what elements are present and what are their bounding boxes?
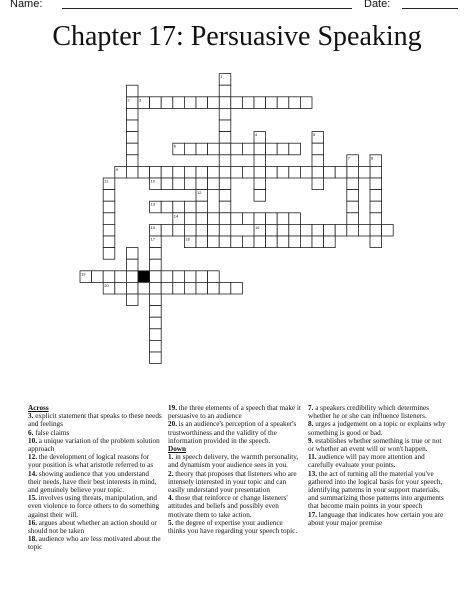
grid-cell[interactable] [370,190,382,202]
grid-cell[interactable] [161,224,173,236]
clue-item [168,453,302,469]
grid-cell[interactable] [115,271,127,283]
grid-cell[interactable] [208,213,220,225]
grid-cell[interactable] [219,201,231,213]
grid-cell[interactable] [289,143,301,155]
grid-cell[interactable] [242,166,254,178]
cell-number: 3 [139,97,142,103]
grid-cell[interactable] [173,201,185,213]
grid-cell[interactable] [277,213,289,225]
grid-cell[interactable] [219,224,231,236]
clue-text: those that reinforce or change listeners' attitudes and beliefs and possibly even motivate them to take action. [168,494,288,519]
grid-cell[interactable] [347,201,359,213]
grid-cell[interactable] [300,224,312,236]
grid-cell[interactable] [184,201,196,213]
grid-cell[interactable] [173,282,185,294]
grid-cell[interactable] [312,224,324,236]
grid-cell[interactable] [277,97,289,109]
grid-cell[interactable] [173,166,185,178]
clue-text: in speech delivery, the warmth personality, and dynamism your audience sees in you. [168,453,299,470]
grid-cell[interactable] [126,143,138,155]
grid-cell[interactable] [161,282,173,294]
clue-item [308,420,448,436]
cell-number: 13 [150,201,156,207]
grid-cell[interactable] [219,132,231,144]
cell-number: 4 [255,132,258,138]
grid-cell[interactable] [370,178,382,190]
clue-number: 15. [28,494,37,503]
grid-cell[interactable] [126,155,138,167]
clue-number: 6. [28,428,34,437]
clue-item [308,404,448,420]
grid-cell[interactable] [196,224,208,236]
grid-cell[interactable] [126,282,138,294]
grid-cell[interactable] [161,201,173,213]
grid-cell[interactable] [103,248,115,260]
grid-cell[interactable] [126,248,138,260]
grid-cell[interactable] [347,213,359,225]
grid-cell[interactable] [277,143,289,155]
clue-text: urges a judgement on a topic or explains why something is good or bad. [308,420,446,437]
grid-cell[interactable] [103,236,115,248]
clue-text: language that indicates how certain you are about your major premise [308,510,444,527]
cell-number: 20 [104,282,109,288]
grid-cell[interactable] [219,155,231,167]
grid-cell[interactable] [196,271,208,283]
grid-cell[interactable] [184,282,196,294]
grid-cell[interactable] [126,108,138,120]
clue-text: a unique variation of the problem solution approach [28,436,160,454]
grid-cell[interactable] [219,178,231,190]
cell-number: 12 [197,190,202,196]
cell-number: 5 [313,132,316,138]
grid-cell[interactable] [370,213,382,225]
cell-number: 16 [255,224,260,230]
grid-cell[interactable] [115,282,127,294]
grid-cell[interactable] [324,236,336,248]
clue-text: audience who are less motivated about the topic [28,535,161,552]
clue-number: 16. [28,518,37,527]
cell-number: 2 [127,97,130,103]
name-label: Name: [10,0,43,10]
grid-cell[interactable] [266,224,278,236]
grid-cell[interactable] [161,166,173,178]
grid-cell[interactable] [138,282,150,294]
cell-number: 17 [150,236,156,242]
grid-cell[interactable] [266,143,278,155]
grid-cell[interactable] [126,85,138,97]
grid-cell[interactable] [103,190,115,202]
grid-cell[interactable] [335,224,347,236]
grid-cell[interactable] [254,97,266,109]
grid-cell[interactable] [196,201,208,213]
grid-cell[interactable] [219,190,231,202]
grid-cell[interactable] [150,352,162,364]
grid-cell[interactable] [266,166,278,178]
grid-cell[interactable] [196,166,208,178]
clue-text: the act of turning all the material you've gathered into the logical basis for your speech, identifying patterns in your support materials, and summarizing those patterns into arguments that become main points in your speech [308,469,444,511]
clue-text: the three elements of a speech that make it persuasive to an audience [168,404,301,421]
grid-cell[interactable] [208,271,220,283]
clue-number: 19. [168,404,177,412]
grid-cell[interactable] [312,178,324,190]
grid-cell[interactable] [184,97,196,109]
grid-cell[interactable] [219,236,231,248]
grid-cell[interactable] [150,317,162,329]
grid-cell[interactable] [254,143,266,155]
cell-number: 15 [150,224,156,230]
grid-cell[interactable] [208,178,220,190]
clue-text: false claims [33,428,70,437]
clue-item [28,535,162,551]
cell-number: 1 [220,74,223,80]
cell-number: 11 [104,178,109,184]
grid-cell[interactable] [242,213,254,225]
grid-cell[interactable] [347,224,359,236]
grid-cell[interactable] [382,224,394,236]
grid-cell[interactable] [254,213,266,225]
grid-cell[interactable] [173,178,185,190]
grid-cell[interactable] [324,166,336,178]
grid-cell[interactable] [184,224,196,236]
grid-cell[interactable] [231,282,243,294]
clue-text: showing audience that you understand their needs, have their best interests in mind, and genuinely believe your topic. [28,469,157,495]
grid-cell[interactable] [231,166,243,178]
grid-cell[interactable] [324,224,336,236]
cell-number: 14 [173,213,179,219]
clue-number: 4. [168,494,174,503]
grid-cell[interactable] [219,85,231,97]
clues-column-3 [308,404,448,527]
grid-cell[interactable] [219,97,231,109]
clue-text: a speakers credibility which determines whether he or she can influence listeners. [308,404,429,421]
grid-cell[interactable] [126,166,138,178]
cell-number: 8 [371,155,374,161]
grid-cell[interactable] [312,155,324,167]
grid-cell[interactable] [184,213,196,225]
grid-cell[interactable] [103,201,115,213]
grid-cell[interactable] [150,306,162,318]
clue-number: 20. [168,420,177,429]
grid-cell[interactable] [150,166,162,178]
grid-cell[interactable] [208,166,220,178]
grid-cell[interactable] [150,340,162,352]
grid-cell[interactable] [289,166,301,178]
grid-cell[interactable] [150,97,162,109]
blocked-cell [138,271,150,283]
grid-cell[interactable] [300,97,312,109]
clue-item [28,494,162,519]
grid-cell[interactable] [370,224,382,236]
clue-text: the degree of expertise your audience thinks you have regarding your speech topic. [168,518,298,536]
clue-number: 12. [28,453,37,462]
grid-cell[interactable] [92,271,104,283]
grid-cell[interactable] [219,108,231,120]
cell-number: 7 [347,155,351,161]
clue-text: explicit statement that speaks to these needs and feelings [28,412,162,429]
grid-cell[interactable] [150,248,162,260]
grid-cell[interactable] [184,166,196,178]
grid-cell[interactable] [312,236,324,248]
grid-cell[interactable] [196,213,208,225]
grid-cell[interactable] [231,236,243,248]
grid-cell[interactable] [219,143,231,155]
cell-number: 10 [150,178,156,184]
clue-item [308,511,448,527]
clue-item [308,437,448,453]
cell-number: 9 [115,166,119,172]
grid-cell[interactable] [289,236,301,248]
grid-cell[interactable] [266,236,278,248]
clue-number: 8. [308,420,314,429]
clue-text: the development of logical reasons for your position is what aristotle referred to as [28,453,154,470]
grid-cell[interactable] [208,97,220,109]
grid-cell[interactable] [150,282,162,294]
clue-number: 18. [28,535,37,544]
grid-cell[interactable] [254,178,266,190]
clue-text: involves using threats, manipulation, and even violence to force others to do something against their will. [28,494,160,519]
grid-cell[interactable] [312,143,324,155]
grid-cell[interactable] [103,224,115,236]
clue-item [308,453,448,469]
clues-column-1 [28,404,162,552]
clue-number: 5. [168,518,174,527]
grid-cell[interactable] [184,143,196,155]
clue-item [308,470,448,511]
clue-item [168,404,302,420]
grid-cell[interactable] [126,120,138,132]
grid-cell[interactable] [126,259,138,271]
grid-cell[interactable] [173,224,185,236]
clue-item [168,519,302,535]
grid-cell[interactable] [196,178,208,190]
grid-cell[interactable] [196,143,208,155]
grid-cell[interactable] [277,224,289,236]
grid-cell[interactable] [138,166,150,178]
grid-cell[interactable] [358,224,370,236]
grid-cell[interactable] [196,97,208,109]
clue-number: 2. [168,469,174,478]
clue-number: 1. [168,453,174,462]
grid-cell[interactable] [173,97,185,109]
grid-cell[interactable] [277,166,289,178]
grid-cell[interactable] [219,120,231,132]
across-heading: Across [28,404,49,412]
date-label: Date: [364,0,391,10]
grid-cell[interactable] [254,236,266,248]
grid-cell[interactable] [231,97,243,109]
grid-cell[interactable] [277,236,289,248]
grid-cell[interactable] [173,271,185,283]
clue-item [28,429,162,437]
grid-cell[interactable] [184,178,196,190]
clue-number: 11. [308,453,317,462]
grid-cell[interactable] [289,224,301,236]
clue-number: 14. [28,469,37,478]
clue-item [28,412,162,428]
clue-item [168,494,302,519]
clue-text: audience will pay more attention and carefully evaluate your points. [308,453,425,470]
grid-cell[interactable] [126,132,138,144]
grid-cell[interactable] [208,224,220,236]
grid-cell[interactable] [219,282,231,294]
grid-cell[interactable] [126,294,138,306]
grid-cell[interactable] [242,97,254,109]
cell-number: 6 [173,143,177,149]
page-title: Chapter 17: Persuasive Speaking [52,21,422,52]
grid-cell[interactable] [196,236,208,248]
grid-cell[interactable] [231,143,243,155]
cell-number: 19 [81,271,86,277]
clue-number: 3. [28,412,34,421]
grid-cell[interactable] [208,282,220,294]
grid-cell[interactable] [219,213,231,225]
grid-cell[interactable] [150,259,162,271]
grid-cell[interactable] [231,213,243,225]
grid-cell[interactable] [289,213,301,225]
grid-cell[interactable] [254,166,266,178]
grid-cell[interactable] [312,166,324,178]
grid-cell[interactable] [208,236,220,248]
grid-cell[interactable] [242,236,254,248]
grid-cell[interactable] [254,155,266,167]
grid-cell[interactable] [370,201,382,213]
grid-cell[interactable] [126,271,138,283]
grid-cell[interactable] [289,97,301,109]
grid-cell[interactable] [266,97,278,109]
grid-cell[interactable] [161,178,173,190]
grid-cell[interactable] [300,166,312,178]
grid-cell[interactable] [347,178,359,190]
clue-item [28,519,162,535]
grid-cell[interactable] [208,143,220,155]
grid-cell[interactable] [161,97,173,109]
grid-cell[interactable] [335,166,347,178]
grid-cell[interactable] [266,213,278,225]
grid-cell[interactable] [370,166,382,178]
clue-text: is an audience's perception of a speaker's trustworthiness and the validity of the information provided in the speech. [168,420,297,445]
clue-text: theory that proposes that listeners who are intensely interested in your topic and can easily understand your presentation [168,469,297,495]
clue-item [168,470,302,495]
clue-number: 9. [308,436,314,445]
clue-item [28,437,162,453]
grid-cell[interactable] [219,166,231,178]
grid-cell[interactable] [150,271,162,283]
grid-cell[interactable] [161,271,173,283]
clue-number: 7. [308,404,314,412]
clue-item [28,470,162,495]
grid-cell[interactable] [370,236,382,248]
grid-cell[interactable] [347,190,359,202]
grid-cell[interactable] [184,271,196,283]
grid-cell[interactable] [150,329,162,341]
clue-item [168,420,302,445]
grid-cell[interactable] [347,166,359,178]
grid-cell[interactable] [150,294,162,306]
grid-cell[interactable] [103,271,115,283]
grid-cell[interactable] [196,282,208,294]
clue-number: 13. [308,469,317,478]
grid-cell[interactable] [103,213,115,225]
grid-cell[interactable] [254,190,266,202]
clues-column-2 [168,404,302,535]
grid-cell[interactable] [358,166,370,178]
clue-text: establishes whether something is true or not or whether an event will or won't happen. [308,436,442,454]
cell-number: 18 [185,236,190,242]
clue-number: 10. [28,436,37,445]
clue-number: 17. [308,510,317,519]
down-heading: Down [168,445,186,454]
grid-cell[interactable] [300,236,312,248]
clue-text: argues about whether an action should or should not be taken [28,518,157,536]
grid-cell[interactable] [242,143,254,155]
clue-item [28,453,162,469]
